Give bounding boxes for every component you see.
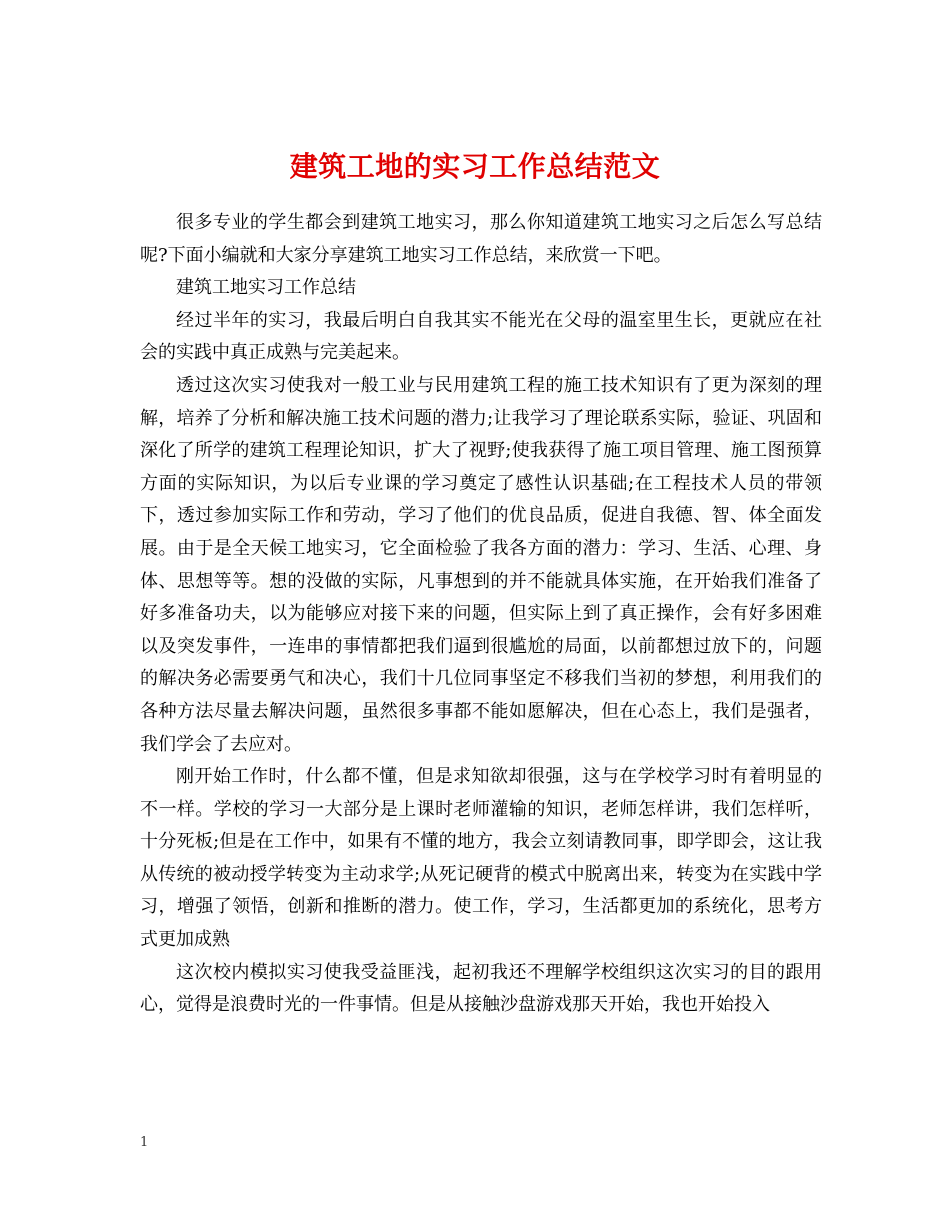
document-title: 建筑工地的实习工作总结范文 (289, 149, 661, 183)
paragraph-subheading: 建筑工地实习工作总结 (176, 277, 356, 299)
paragraph: 刚开始工作时，什么都不懂，但是求知欲却很强，这与在学校学习时有着明显的不一样。学校的学习一大部分是上课时老师灌输的知识，老师怎样讲，我们怎样听，十分死板;但是在工作中，如果有不懂的地方，我会立刻请教同事，即学即会，这让我从传统的被动授学转变为主动求学;从死记硬背的模式中脱离出来，转变为在实践中学习，增强了领悟，创新和推断的潜力。使工作，学习，生活都更加的系统化，思考方式更加成熟 (140, 766, 822, 951)
paragraph-intro: 很多专业的学生都会到建筑工地实习，那么你知道建筑工地实习之后怎么写总结呢?下面小编就和大家分享建筑工地实习工作总结，来欣赏一下吧。 (140, 212, 822, 266)
paragraph: 这次校内模拟实习使我受益匪浅，起初我还不理解学校组织这次实习的目的跟用心，觉得是浪费时光的一件事情。但是从接触沙盘游戏那天开始，我也开始投入 (140, 961, 822, 1016)
document-body (140, 207, 822, 1022)
page-number: 1 (140, 1135, 149, 1150)
paragraph: 经过半年的实习，我最后明白自我其实不能光在父母的温室里生长，更就应在社会的实践中真正成熟与完美起来。 (140, 309, 822, 364)
paragraph: 透过这次实习使我对一般工业与民用建筑工程的施工技术知识有了更为深刻的理解，培养了分析和解决施工技术问题的潜力;让我学习了理论联系实际，验证、巩固和深化了所学的建筑工程理论知识，扩大了视野;使我获得了施工项目管理、施工图预算方面的实际知识，为以后专业课的学习奠定了感性认识基础;在工程技术人员的带领下，透过参加实际工作和劳动，学习了他们的优良品质，促进自我德、智、体全面发展。由于是全天候工地实习，它全面检验了我各方面的潜力：学习、生活、心理、身体、思想等等。想的没做的实际，凡事想到的并不能就具体实施，在开始我们准备了好多准备功夫，以为能够应对接下来的问题，但实际上到了真正操作，会有好多困难以及突发事件，一连串的事情都把我们逼到很尴尬的局面，以前都想过放下的，问题的解决务必需要勇气和决心，我们十几位同事坚定不移我们当初的梦想，利用我们的各种方法尽量去解决问题，虽然很多事都不能如愿解决，但在心态上，我们是强者，我们学会了去应对。 (140, 374, 822, 755)
